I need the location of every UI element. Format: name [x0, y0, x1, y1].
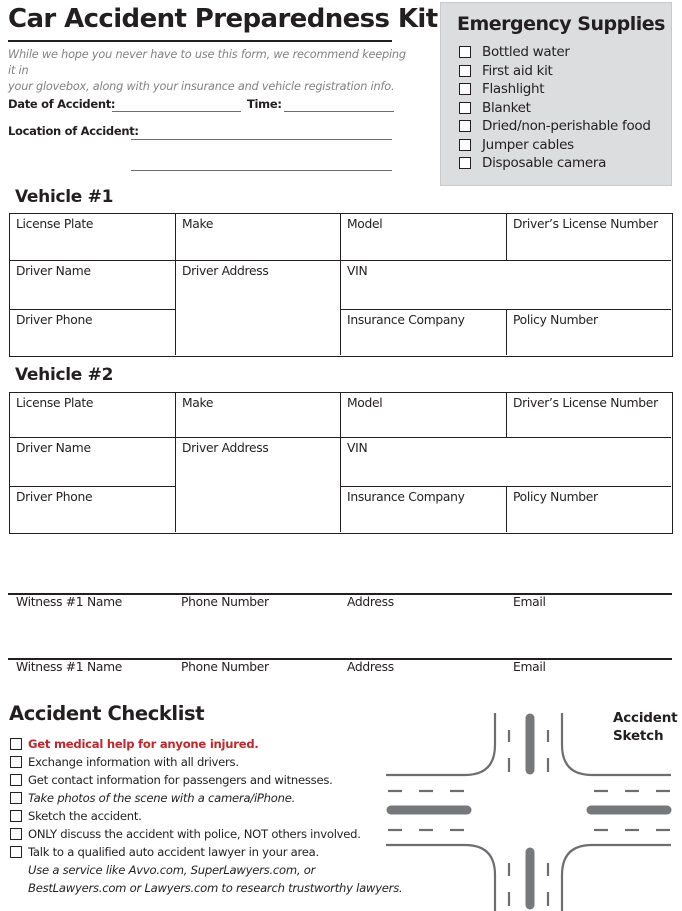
- supply-item[interactable]: [459, 136, 651, 155]
- supply-item[interactable]: [459, 80, 651, 99]
- vin-field[interactable]: [341, 261, 671, 310]
- cell-label: Driver Address: [182, 441, 269, 455]
- checkbox[interactable]: [10, 792, 22, 804]
- cell-label: Driver Address: [182, 264, 269, 278]
- cell-label: Driver Name: [16, 264, 91, 278]
- checkbox[interactable]: [459, 139, 471, 151]
- cell-label: Policy Number: [513, 490, 598, 504]
- checklist-item[interactable]: [10, 789, 402, 807]
- cell-label: Driver Name: [16, 441, 91, 455]
- supplies-list: [459, 43, 651, 173]
- checkbox[interactable]: [459, 120, 471, 132]
- lawyer-note-line-1: Use a service like Avvo.com, SuperLawyers.com, or: [28, 863, 316, 877]
- license-plate-field[interactable]: [10, 393, 176, 438]
- supply-item[interactable]: [459, 99, 651, 118]
- supply-item[interactable]: [459, 154, 651, 173]
- checklist-label: Take photos of the scene with a camera/iPhone.: [28, 791, 296, 805]
- vehicle-1-title: Vehicle #1: [15, 187, 114, 207]
- witness-2-email-field[interactable]: Email: [513, 660, 546, 674]
- cell-label: Model: [347, 396, 383, 410]
- insurance-company-field[interactable]: [341, 310, 507, 355]
- witness-1-name-field[interactable]: Witness #1 Name: [16, 595, 123, 609]
- checklist-label: ONLY discuss the accident with police, NOT others involved.: [28, 827, 361, 841]
- policy-number-field[interactable]: [507, 310, 671, 355]
- checkbox[interactable]: [10, 828, 22, 840]
- license-plate-field[interactable]: [10, 214, 176, 261]
- drivers-license-field[interactable]: [507, 393, 671, 438]
- checklist-label: Sketch the accident.: [28, 809, 142, 823]
- cell-label: Driver’s License Number: [513, 396, 658, 410]
- supply-item[interactable]: [459, 62, 651, 81]
- location-field-line-2[interactable]: [131, 170, 392, 171]
- checklist-item[interactable]: [10, 753, 402, 771]
- supplies-title: Emergency Supplies: [457, 13, 665, 35]
- checklist-item[interactable]: [10, 771, 402, 789]
- model-field[interactable]: [341, 214, 507, 261]
- supply-label: Jumper cables: [482, 136, 574, 153]
- vehicle-2-table: [9, 392, 673, 534]
- checkbox[interactable]: [459, 46, 471, 58]
- intro-line-1: While we hope you never have to use this form, we recommend keeping it in: [8, 48, 406, 77]
- sketch-label-line-2: Sketch: [613, 728, 664, 744]
- driver-address-field[interactable]: [176, 261, 341, 355]
- vehicle-1-table: [9, 213, 673, 357]
- witness-1-phone-field[interactable]: Phone Number: [181, 595, 269, 609]
- checklist-label: Exchange information with all drivers.: [28, 755, 239, 769]
- witness-1-email-field[interactable]: Email: [513, 595, 546, 609]
- cell-label: License Plate: [16, 396, 94, 410]
- checklist-item[interactable]: [10, 807, 402, 825]
- supply-label: Dried/non-perishable food: [482, 118, 651, 135]
- cell-label: License Plate: [16, 217, 94, 231]
- supply-label: First aid kit: [482, 62, 553, 79]
- checkbox[interactable]: [459, 65, 471, 77]
- driver-phone-field[interactable]: [10, 310, 176, 355]
- cell-label: Make: [182, 217, 214, 231]
- title-divider: [8, 40, 392, 42]
- supply-label: Bottled water: [482, 44, 570, 61]
- driver-name-field[interactable]: [10, 438, 176, 487]
- checklist-label: Talk to a qualified auto accident lawyer in your area.: [28, 845, 319, 859]
- checklist: [10, 735, 402, 897]
- cell-label: Insurance Company: [347, 490, 465, 504]
- checkbox[interactable]: [459, 157, 471, 169]
- cell-label: Driver’s License Number: [513, 217, 658, 231]
- checkbox[interactable]: [10, 738, 22, 750]
- cell-label: VIN: [347, 441, 368, 455]
- checklist-item[interactable]: [10, 735, 402, 753]
- driver-phone-field[interactable]: [10, 487, 176, 532]
- lawyer-note-line-2: BestLawyers.com or Lawyers.com to research trustworthy lawyers.: [28, 881, 403, 895]
- make-field[interactable]: [176, 393, 341, 438]
- cell-label: VIN: [347, 264, 368, 278]
- witness-2-phone-field[interactable]: Phone Number: [181, 660, 269, 674]
- checkbox[interactable]: [10, 774, 22, 786]
- page-title: Car Accident Preparedness Kit: [8, 4, 438, 34]
- checkbox[interactable]: [459, 83, 471, 95]
- checklist-label: Get contact information for passengers and witnesses.: [28, 773, 333, 787]
- vin-field[interactable]: [341, 438, 671, 487]
- driver-name-field[interactable]: [10, 261, 176, 310]
- checklist-title: Accident Checklist: [9, 702, 205, 725]
- witness-2-address-field[interactable]: Address: [347, 660, 394, 674]
- cell-label: Policy Number: [513, 313, 598, 327]
- location-label: Location of Accident:: [8, 124, 139, 138]
- cell-label: Make: [182, 396, 214, 410]
- insurance-company-field[interactable]: [341, 487, 507, 532]
- cell-label: Model: [347, 217, 383, 231]
- supply-label: Flashlight: [482, 81, 545, 98]
- checkbox[interactable]: [459, 102, 471, 114]
- supply-item[interactable]: [459, 43, 651, 62]
- time-field[interactable]: [284, 111, 394, 112]
- cell-label: Insurance Company: [347, 313, 465, 327]
- policy-number-field[interactable]: [507, 487, 671, 532]
- location-field-line-1[interactable]: [131, 139, 392, 140]
- emergency-supplies-panel: [440, 2, 672, 186]
- checklist-item[interactable]: [10, 843, 402, 861]
- date-field[interactable]: [112, 111, 241, 112]
- checkbox[interactable]: [10, 810, 22, 822]
- make-field[interactable]: [176, 214, 341, 261]
- supply-label: Blanket: [482, 99, 531, 116]
- checkbox[interactable]: [10, 846, 22, 858]
- supply-item[interactable]: [459, 117, 651, 136]
- witness-1-address-field[interactable]: Address: [347, 595, 394, 609]
- witness-2-name-field[interactable]: Witness #1 Name: [16, 660, 123, 674]
- drivers-license-field[interactable]: [507, 214, 671, 261]
- intro-line-2: your glovebox, along with your insurance and vehicle registration info.: [8, 80, 395, 93]
- driver-address-field[interactable]: [176, 438, 341, 532]
- sketch-label-line-1: Accident: [613, 710, 678, 726]
- checklist-item[interactable]: [10, 825, 402, 843]
- sketch-label: [613, 709, 677, 745]
- cell-label: Driver Phone: [16, 313, 93, 327]
- date-label: Date of Accident:: [8, 97, 116, 111]
- time-label: Time:: [247, 97, 282, 111]
- checkbox[interactable]: [10, 756, 22, 768]
- intro-text: [8, 47, 408, 95]
- supply-label: Disposable camera: [482, 155, 607, 172]
- model-field[interactable]: [341, 393, 507, 438]
- checklist-label: Get medical help for anyone injured.: [28, 737, 259, 751]
- cell-label: Driver Phone: [16, 490, 93, 504]
- vehicle-2-title: Vehicle #2: [15, 365, 114, 385]
